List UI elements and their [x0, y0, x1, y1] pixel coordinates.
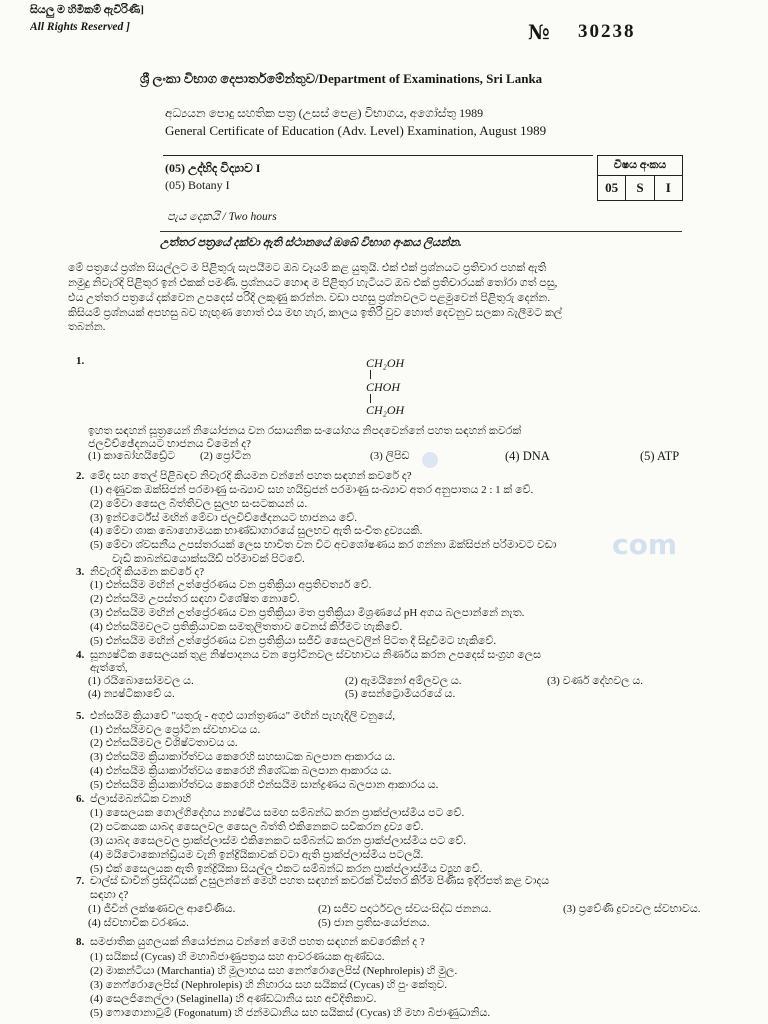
option-5: (5) සෙන්ට්‍රොමියරයේ ය.	[345, 688, 456, 700]
option-5: (5) ජාන ප්‍රතිසංයෝජනය.	[318, 917, 430, 929]
question-stem-line: නිවැරදි කියමන කවරේ ද?	[90, 566, 205, 578]
option-4: (4) සෙලජිනෙල්ලා (Selaginella) හි අණ්ඩධානිය සහ අවිදිතිකාව.	[90, 993, 377, 1005]
option-3: (3) වර්ණ දේහවල ය.	[547, 675, 643, 687]
department-title: ශ්‍රී ලංකා විභාග දෙපාර්තමේන්තුව/Department of Examinations, Sri Lanka	[140, 71, 543, 86]
option-2: (2) මේවා සෛල බිත්තිවල සුලභ සංඝටකයන් ය.	[90, 498, 308, 510]
option-1: (1) සයිකස් (Cycas) හි මහාබීජාණුපත්‍රය සහ ආවරණයක ඇණ්ඩය.	[90, 951, 385, 963]
subject-name-sinhala: (05) උද්භිද විද්‍යාව I	[165, 161, 261, 175]
formula-top-group: CH₂OH	[366, 356, 405, 370]
question-stem-line: සමජාතික යුගලයක් නියෝජනය වන්නේ මෙහි පහත සඳහන් කවරෙකින් ද ?	[90, 936, 425, 948]
exam-title-sinhala: අධ්‍යයන පොදු සහතික පත්‍ර (උසස් පෙළ) විභාගය, අගෝස්තු 1989	[165, 106, 484, 120]
option-3: (3) එන්සයිම ක්‍රියාකාරිත්වය කෙරෙහි සහසාධක බලපාන ආකාරය ය.	[90, 751, 396, 763]
question-number: 2.	[76, 470, 85, 482]
option-4: (4) මේවා ශාක බොහොමයක භාණ්ඩාගාරයේ සුලභව ඇති සංචිත ද්‍රව්‍යයකි.	[90, 525, 423, 537]
watermark-text: com	[612, 528, 678, 561]
option-4: (4) න්‍යෂ්ටිකාවේ ය.	[88, 688, 175, 700]
question-stem-line: ජලවිච්ඡේදනයට භාජනය වීමෙන් ද?	[88, 438, 252, 450]
subject-index-table	[597, 155, 683, 201]
option-1: (1) එන්සයිමවල ප්‍රෝටීන ස්වභාවය ය.	[90, 724, 261, 736]
option-2: (2) එන්සයිම උපස්තර සඳහා විශේෂිත නොවේ.	[90, 593, 300, 605]
option-2: (2) ප්‍රෝටීන	[200, 450, 251, 462]
question-stem-line: චාල්ස් ඩාවින් ප්‍රසිද්ධියක් උසුලන්නේ මෙහි පහත සඳහන් කවරක් විස්තර කිරීම පිණිස ඉදිරිපත් කළ වාදය	[90, 875, 550, 887]
option-3: (3) ප්‍රවේණි ද්‍රව්‍යවල ස්වභාවය.	[563, 903, 701, 915]
copyright-notice-english: All Rights Reserved ]	[30, 21, 130, 33]
option-2: (2) ඇමයිනෝ අම්ලවල ය.	[345, 675, 462, 687]
instruction-line: තබන්න.	[68, 321, 106, 333]
question-stem-line: එන්සයිම ක්‍රියාවේ "යතුරු - අගුළු යාන්ත්‍රණය" මඟින් පැහැදිලි වනුයේ,	[90, 710, 395, 722]
formula-bottom-group: CH₂OH	[366, 403, 405, 417]
option-1: (1) අණුවක ඔක්සිජන් පරමාණු සංඛ්‍යාව සහ හයිඩ්‍රජන් පරමාණු සංඛ්‍යාව අතර අනුපාතය 2 : 1 ක් වේ.	[90, 484, 534, 496]
option-3: (3) ඉන්වර්ටේස් මඟින් මේවා ජලවිච්ඡේදනයට භාජනය වේ.	[90, 512, 357, 524]
option-5: (5) එන්සයිම ක්‍රියාකාරිත්වය කෙරෙහි එන්සයිම සාන්ද්‍රණය බලපාන ආකාරය ය.	[90, 779, 439, 791]
subject-index-label: විෂය අංකය	[598, 156, 682, 176]
subject-name-english: (05) Botany I	[165, 178, 230, 192]
question-stem-line: මේද සහ තෙල් පිළිබඳව නිවැරදි කියමන වන්නේ පහත සඳහන් කවරේ ද?	[90, 470, 412, 482]
formula-middle-group: CHOH	[366, 380, 401, 394]
option-4: (4) ස්වභාවික වරණය.	[88, 917, 189, 929]
question-number: 6.	[76, 793, 85, 805]
instruction-line: නමුදු නිවැරදි පිළිතුර ඉන් එකක් පමණි. ප්‍රශ්නයට හොඳ ම පිළිතුර හැටියට ඔබ එක් ප්‍රතිචාරයක් තෝරා ගත් පසු,	[68, 277, 558, 289]
option-1: (1) රයිබොසෝමවල ය.	[88, 675, 194, 687]
instruction-line: මේ පත්‍රයේ ප්‍රශ්න සියල්ලට ම පිළිතුරු සැපයීමට ඔබ වෑයම් කළ යුතුයි. එක් එක් ප්‍රශ්නයට ප්‍රතිචාර පහක් ඇති	[68, 262, 547, 274]
subject-title-box	[163, 155, 593, 200]
question-number: 7.	[76, 875, 85, 887]
index-number-note: උත්තර පත්‍රයේ දක්වා ඇති ස්ථානයේ ඔබේ විභාග අංකය ලියන්න.	[160, 237, 462, 249]
question-number: 5.	[76, 710, 85, 722]
option-2: (2) පටකයක යාබද සෛලවල සෛල බිත්ති එකිනෙකට සවිකරන ද්‍රව්‍ය වේ.	[90, 821, 424, 833]
option-5: (5) ෆොගොනාටුම් (Fogonatum) හි ජන්මධානිය සහ සයිකස් (Cycas) හි මහා බීජාණුධානිය.	[90, 1007, 491, 1019]
exam-title-english: General Certificate of Education (Adv. Level) Examination, August 1989	[165, 123, 547, 138]
option-1: (1) සෛලයක ගොල්ගිදේහය න්‍යෂ්ටිය සමඟ සම්බන්ධ කරන ප්‍රාක්ප්ලාස්මීය පට වේ.	[90, 807, 465, 819]
divider-line	[160, 231, 682, 232]
serial-number-symbol: №	[528, 20, 550, 44]
option-1: (1) කාබෝහයිඩ්‍රේට	[88, 450, 176, 462]
instruction-line: එය උත්තර පත්‍රයේ දක්වෙන උපදෙස් පරිදි ලකුණු කරන්න. වඩා පහසු ප්‍රශ්නවලට පළමුවෙන් පිළිතුරු දෙන්න.	[68, 292, 551, 304]
question-number: 8.	[76, 936, 85, 948]
question-stem-line: ඉහත සඳහන් සූත්‍රයෙන් නියෝජනය වන රසායනික සංයෝගය නිපදවෙන්නේ පහත සඳහන් කවරක්	[88, 425, 522, 437]
question-stem-line: සූන්‍යෂ්ටික සෛලයක් තුළ නිෂ්පාදනය වන ප්‍රෝටීනවල ස්වභාවය නිර්ණය කරන උපදෙස් සංග්‍රහ ලෙස	[90, 649, 542, 661]
single-bond-line	[370, 370, 371, 379]
subject-index-cell: 05	[605, 180, 619, 195]
option-5: (5) මේවා ශ්වසනීය උපස්තරයක් ලෙස භාවිත වන විට අවශෝෂණය කර ගන්නා ඔක්සිජන් පරිමාවට වඩා	[90, 539, 557, 551]
option-1: (1) එන්සයිම මඟින් උත්ප්‍රේරණය වන ප්‍රතික්‍රියා අප්‍රතිවර්ත්‍ය වේ.	[90, 579, 372, 591]
question-stem-line: ඇත්තේ,	[90, 662, 128, 674]
glycerol-structural-formula	[366, 356, 446, 418]
question-number: 1.	[76, 355, 85, 367]
exam-duration: පැය දෙකයි / Two hours	[167, 211, 277, 223]
question-stem-line: ප්ලාස්මබන්ධික වනාහි	[90, 793, 192, 805]
option-2: (2) සජීව පදාර්ථවල ස්වයංසිද්ධ ජනනය.	[318, 903, 492, 915]
option-3: (3) ලිපිඩ	[370, 450, 410, 462]
question-number: 3.	[76, 566, 85, 578]
copyright-notice-sinhala: සියලු ම හිමිකම් ඇවිරිණි]	[30, 4, 144, 16]
question-stem-line: සඳහා ද?	[90, 889, 129, 901]
watermark-logo-icon	[422, 452, 438, 468]
instruction-line: කිසියම් ප්‍රශ්නයක් අපහසු බව හැඟුණ හොත් එය මඟ හැර, කාලය ඉතිරි වුව හොත් දෙවනුව සලකා බැලීමට කල්	[68, 307, 563, 319]
option-4: (4) මයිටොකොන්ඩ්‍රියම වැනි ඉන්ද්‍රියිකාවක් වටා ඇති ප්‍රාක්ප්ලාස්මීය පටලයි.	[90, 849, 424, 861]
subject-index-cell: I	[654, 176, 682, 200]
question-number: 4.	[76, 649, 85, 661]
subject-index-cells	[598, 176, 682, 200]
option-2: (2) මාකන්ටියා (Marchantia) හි මූලාභය සහ නෙෆ්රොලෙපිස් (Nephrolepis) හි මුල.	[90, 965, 458, 977]
option-2: (2) එන්සයිමවල විශිෂ්ටතාවය ය.	[90, 737, 238, 749]
single-bond-line	[370, 394, 371, 403]
option-5: (5) ATP	[640, 450, 680, 463]
option-3: (3) නෙෆ්රොලෙපිස් (Nephrolepis) හි නිහාරය සහ සයිකස් (Cycas) හි පුං කේතුව.	[90, 979, 448, 991]
option-4: (4) එන්සයිමවලට ප්‍රතික්‍රියාවක සමතුලිතතාව වෙනස් කිරීමට හැකිවේ.	[90, 621, 403, 633]
subject-index-cell: S	[625, 176, 653, 200]
option-4: (4) එන්සයිම ක්‍රියාකාරිත්වය කෙරෙහි නිශේධක බලපාන ආකාරය ය.	[90, 765, 392, 777]
option-5: (5) එන්සයිම මඟින් උත්ප්‍රේරණය වන ප්‍රතික්‍රියා සජීවී සෛලවලින් පිටත දී සිදුවීමට හැකිවේ.	[90, 635, 497, 647]
option-5: (5) එක් සෛලයක ඇති ඉන්ද්‍රියිකා සියල්ල එකට සම්බන්ධ කරන ප්‍රාක්ප්ලාස්මීය ව්‍යූහ වේ.	[90, 863, 483, 875]
option-4: (4) DNA	[505, 450, 550, 463]
serial-number: 30238	[578, 21, 636, 42]
option-3: (3) යාබද සෛලවල ප්‍රාක්ප්ලාස්ම එකිනෙකට සම්බන්ධ කරන ප්‍රාක්ප්ලාස්මීය පට වේ.	[90, 835, 466, 847]
option-3: (3) එන්සයිම මඟින් උත්ප්‍රේරණය වන ප්‍රතික්‍රියා මත ප්‍රතික්‍රියා මිශ්‍රණයේ pH අගය බලපාන්නේ නැත.	[90, 607, 525, 619]
option-1: (1) ජීවීන් ලක්ෂණවල ආවේණිය.	[88, 903, 236, 915]
option-5-continuation: වැඩි කාබන්ඩයොක්සයිඩ් පරිමාවක් පිටවේ.	[112, 553, 305, 565]
